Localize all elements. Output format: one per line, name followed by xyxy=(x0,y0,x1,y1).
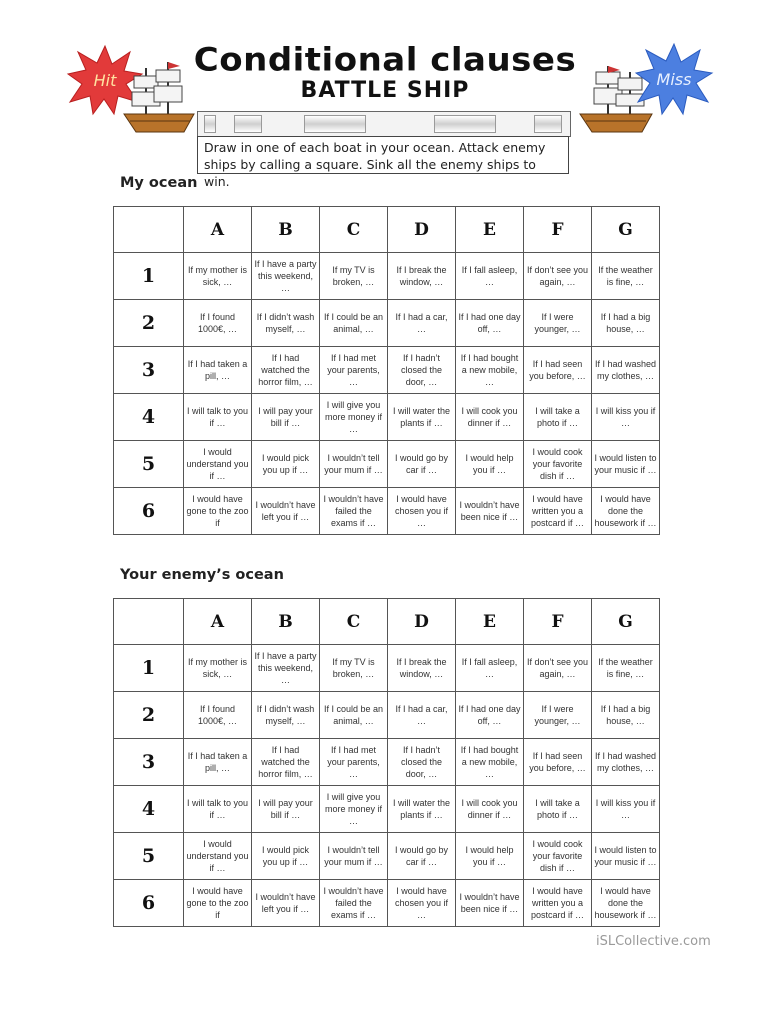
row-header-3: 3 xyxy=(114,739,184,786)
enemy-ocean-cell-a6[interactable]: I would have gone to the zoo if xyxy=(184,880,252,927)
column-header-c: C xyxy=(320,207,388,253)
enemy-ocean-cell-d5[interactable]: I would go by car if … xyxy=(388,833,456,880)
column-header-f: F xyxy=(524,599,592,645)
enemy-ocean-cell-b6[interactable]: I wouldn’t have left you if … xyxy=(252,880,320,927)
row-header-1: 1 xyxy=(114,253,184,300)
my-ocean-cell-d2[interactable]: If I had a car, … xyxy=(388,300,456,347)
grid-row xyxy=(114,645,660,692)
enemy-ocean-cell-e6[interactable]: I wouldn’t have been nice if … xyxy=(456,880,524,927)
my-ocean-cell-c2[interactable]: If I could be an animal, … xyxy=(320,300,388,347)
my-ocean-cell-a3[interactable]: If I had taken a pill, … xyxy=(184,347,252,394)
my-ocean-cell-d6[interactable]: I would have chosen you if … xyxy=(388,488,456,535)
my-ocean-cell-g4[interactable]: I will kiss you if … xyxy=(592,394,660,441)
miss-starburst-icon xyxy=(634,42,714,116)
watermark: iSLCollective.com xyxy=(596,934,711,949)
my-ocean-cell-a2[interactable]: If I found 1000€, … xyxy=(184,300,252,347)
grid-corner-cell xyxy=(114,207,184,253)
enemy-ocean-cell-a1[interactable]: If my mother is sick, … xyxy=(184,645,252,692)
enemy-ocean-cell-a4[interactable]: I will talk to you if … xyxy=(184,786,252,833)
my-ocean-cell-e1[interactable]: If I fall asleep, … xyxy=(456,253,524,300)
grid-row xyxy=(114,739,660,786)
my-ocean-cell-e6[interactable]: I wouldn’t have been nice if … xyxy=(456,488,524,535)
grid-row xyxy=(114,880,660,927)
grid-row xyxy=(114,786,660,833)
my-ocean-heading: My ocean xyxy=(120,175,198,191)
enemy-ocean-cell-e2[interactable]: If I had one day off, … xyxy=(456,692,524,739)
grid-corner-cell xyxy=(114,599,184,645)
enemy-ocean-cell-g4[interactable]: I will kiss you if … xyxy=(592,786,660,833)
enemy-ocean-cell-b2[interactable]: If I didn’t wash myself, … xyxy=(252,692,320,739)
my-ocean-cell-g1[interactable]: If the weather is fine, … xyxy=(592,253,660,300)
enemy-ocean-cell-g6[interactable]: I would have done the housework if … xyxy=(592,880,660,927)
my-ocean-cell-e2[interactable]: If I had one day off, … xyxy=(456,300,524,347)
column-header-c: C xyxy=(320,599,388,645)
enemy-ocean-cell-e3[interactable]: If I had bought a new mobile, … xyxy=(456,739,524,786)
enemy-ocean-cell-d6[interactable]: I would have chosen you if … xyxy=(388,880,456,927)
enemy-ocean-cell-g5[interactable]: I would listen to your music if … xyxy=(592,833,660,880)
my-ocean-cell-d3[interactable]: If I hadn’t closed the door, … xyxy=(388,347,456,394)
enemy-ocean-cell-b4[interactable]: I will pay your bill if … xyxy=(252,786,320,833)
column-header-g: G xyxy=(592,207,660,253)
row-header-6: 6 xyxy=(114,880,184,927)
my-ocean-cell-g5[interactable]: I would listen to your music if … xyxy=(592,441,660,488)
row-header-1: 1 xyxy=(114,645,184,692)
ship-boxes-strip xyxy=(197,111,571,137)
my-ocean-cell-a1[interactable]: If my mother is sick, … xyxy=(184,253,252,300)
row-header-5: 5 xyxy=(114,833,184,880)
my-ocean-cell-b3[interactable]: If I had watched the horror film, … xyxy=(252,347,320,394)
my-ocean-cell-b6[interactable]: I wouldn’t have left you if … xyxy=(252,488,320,535)
column-header-d: D xyxy=(388,599,456,645)
my-ocean-cell-c6[interactable]: I wouldn’t have failed the exams if … xyxy=(320,488,388,535)
my-ocean-cell-f4[interactable]: I will take a photo if … xyxy=(524,394,592,441)
enemy-ocean-cell-a5[interactable]: I would understand you if … xyxy=(184,833,252,880)
grid-row xyxy=(114,692,660,739)
enemy-ocean-cell-b3[interactable]: If I had watched the horror film, … xyxy=(252,739,320,786)
enemy-ocean-cell-g3[interactable]: If I had washed my clothes, … xyxy=(592,739,660,786)
row-header-3: 3 xyxy=(114,347,184,394)
enemy-ocean-cell-a3[interactable]: If I had taken a pill, … xyxy=(184,739,252,786)
my-ocean-cell-a5[interactable]: I would understand you if … xyxy=(184,441,252,488)
my-ocean-cell-c4[interactable]: I will give you more money if … xyxy=(320,394,388,441)
my-ocean-cell-f5[interactable]: I would cook your favorite dish if … xyxy=(524,441,592,488)
enemy-ocean-cell-f6[interactable]: I would have written you a postcard if … xyxy=(524,880,592,927)
column-header-g: G xyxy=(592,599,660,645)
miss-label: Miss xyxy=(656,70,692,89)
column-header-a: A xyxy=(184,599,252,645)
row-header-4: 4 xyxy=(114,786,184,833)
my-ocean-cell-f6[interactable]: I would have written you a postcard if … xyxy=(524,488,592,535)
enemy-ocean-cell-c1[interactable]: If my TV is broken, … xyxy=(320,645,388,692)
row-header-4: 4 xyxy=(114,394,184,441)
grid-row xyxy=(114,347,660,394)
row-header-5: 5 xyxy=(114,441,184,488)
my-ocean-cell-b1[interactable]: If I have a party this weekend, … xyxy=(252,253,320,300)
column-header-d: D xyxy=(388,207,456,253)
enemy-ocean-cell-e1[interactable]: If I fall asleep, … xyxy=(456,645,524,692)
my-ocean-cell-b5[interactable]: I would pick you up if … xyxy=(252,441,320,488)
my-ocean-cell-d1[interactable]: If I break the window, … xyxy=(388,253,456,300)
enemy-ocean-cell-e5[interactable]: I would help you if … xyxy=(456,833,524,880)
my-ocean-grid xyxy=(113,206,660,535)
my-ocean-cell-g2[interactable]: If I had a big house, … xyxy=(592,300,660,347)
my-ocean-cell-g6[interactable]: I would have done the housework if … xyxy=(592,488,660,535)
row-header-2: 2 xyxy=(114,692,184,739)
enemy-ocean-cell-f1[interactable]: If don’t see you again, … xyxy=(524,645,592,692)
enemy-ocean-cell-b1[interactable]: If I have a party this weekend, … xyxy=(252,645,320,692)
enemy-ocean-cell-f3[interactable]: If I had seen you before, … xyxy=(524,739,592,786)
my-ocean-cell-d4[interactable]: I will water the plants if … xyxy=(388,394,456,441)
ship-box xyxy=(534,115,562,133)
enemy-ocean-cell-c5[interactable]: I wouldn’t tell your mum if … xyxy=(320,833,388,880)
grid-row xyxy=(114,488,660,535)
enemy-ocean-cell-g1[interactable]: If the weather is fine, … xyxy=(592,645,660,692)
enemy-ocean-cell-c2[interactable]: If I could be an animal, … xyxy=(320,692,388,739)
row-header-2: 2 xyxy=(114,300,184,347)
enemy-ocean-cell-c4[interactable]: I will give you more money if … xyxy=(320,786,388,833)
enemy-ocean-cell-d2[interactable]: If I had a car, … xyxy=(388,692,456,739)
grid-header-row xyxy=(114,207,660,253)
worksheet-title: Conditional clauses xyxy=(193,41,577,79)
ship-box xyxy=(204,115,216,133)
grid-row xyxy=(114,394,660,441)
enemy-ocean-cell-c6[interactable]: I wouldn’t have failed the exams if … xyxy=(320,880,388,927)
grid-header-row xyxy=(114,599,660,645)
my-ocean-cell-e3[interactable]: If I had bought a new mobile, … xyxy=(456,347,524,394)
my-ocean-cell-e5[interactable]: I would help you if … xyxy=(456,441,524,488)
my-ocean-cell-f1[interactable]: If don’t see you again, … xyxy=(524,253,592,300)
column-header-a: A xyxy=(184,207,252,253)
my-ocean-cell-d5[interactable]: I would go by car if … xyxy=(388,441,456,488)
enemy-ocean-cell-d4[interactable]: I will water the plants if … xyxy=(388,786,456,833)
my-ocean-cell-b2[interactable]: If I didn’t wash myself, … xyxy=(252,300,320,347)
grid-row xyxy=(114,253,660,300)
enemy-ocean-cell-d3[interactable]: If I hadn’t closed the door, … xyxy=(388,739,456,786)
my-ocean-cell-c5[interactable]: I wouldn’t tell your mum if … xyxy=(320,441,388,488)
enemy-ocean-grid xyxy=(113,598,660,927)
enemy-ocean-cell-e4[interactable]: I will cook you dinner if … xyxy=(456,786,524,833)
enemy-ocean-cell-a2[interactable]: If I found 1000€, … xyxy=(184,692,252,739)
worksheet-subtitle: BATTLE SHIP xyxy=(300,78,470,103)
ship-box xyxy=(234,115,262,133)
column-header-e: E xyxy=(456,207,524,253)
instructions-box: Draw in one of each boat in your ocean. Attack enemy ships by calling a square. Sink all the enemy ships to win. xyxy=(197,136,569,174)
row-header-6: 6 xyxy=(114,488,184,535)
enemy-ocean-cell-c3[interactable]: If I had met your parents, … xyxy=(320,739,388,786)
my-ocean-cell-a4[interactable]: I will talk to you if … xyxy=(184,394,252,441)
enemy-ocean-cell-d1[interactable]: If I break the window, … xyxy=(388,645,456,692)
enemy-ocean-cell-f2[interactable]: If I were younger, … xyxy=(524,692,592,739)
enemy-ocean-cell-f4[interactable]: I will take a photo if … xyxy=(524,786,592,833)
my-ocean-cell-c1[interactable]: If my TV is broken, … xyxy=(320,253,388,300)
ship-box xyxy=(434,115,496,133)
my-ocean-cell-c3[interactable]: If I had met your parents, … xyxy=(320,347,388,394)
grid-row xyxy=(114,833,660,880)
hit-label: Hit xyxy=(93,71,117,90)
grid-row xyxy=(114,441,660,488)
grid-row xyxy=(114,300,660,347)
enemy-ocean-cell-b5[interactable]: I would pick you up if … xyxy=(252,833,320,880)
column-header-b: B xyxy=(252,599,320,645)
column-header-e: E xyxy=(456,599,524,645)
my-ocean-cell-f3[interactable]: If I had seen you before, … xyxy=(524,347,592,394)
enemy-ocean-heading: Your enemy’s ocean xyxy=(120,567,284,583)
my-ocean-cell-e4[interactable]: I will cook you dinner if … xyxy=(456,394,524,441)
my-ocean-cell-f2[interactable]: If I were younger, … xyxy=(524,300,592,347)
my-ocean-cell-b4[interactable]: I will pay your bill if … xyxy=(252,394,320,441)
enemy-ocean-cell-f5[interactable]: I would cook your favorite dish if … xyxy=(524,833,592,880)
column-header-f: F xyxy=(524,207,592,253)
my-ocean-cell-g3[interactable]: If I had washed my clothes, … xyxy=(592,347,660,394)
column-header-b: B xyxy=(252,207,320,253)
my-ocean-cell-a6[interactable]: I would have gone to the zoo if xyxy=(184,488,252,535)
enemy-ocean-cell-g2[interactable]: If I had a big house, … xyxy=(592,692,660,739)
ship-box xyxy=(304,115,366,133)
